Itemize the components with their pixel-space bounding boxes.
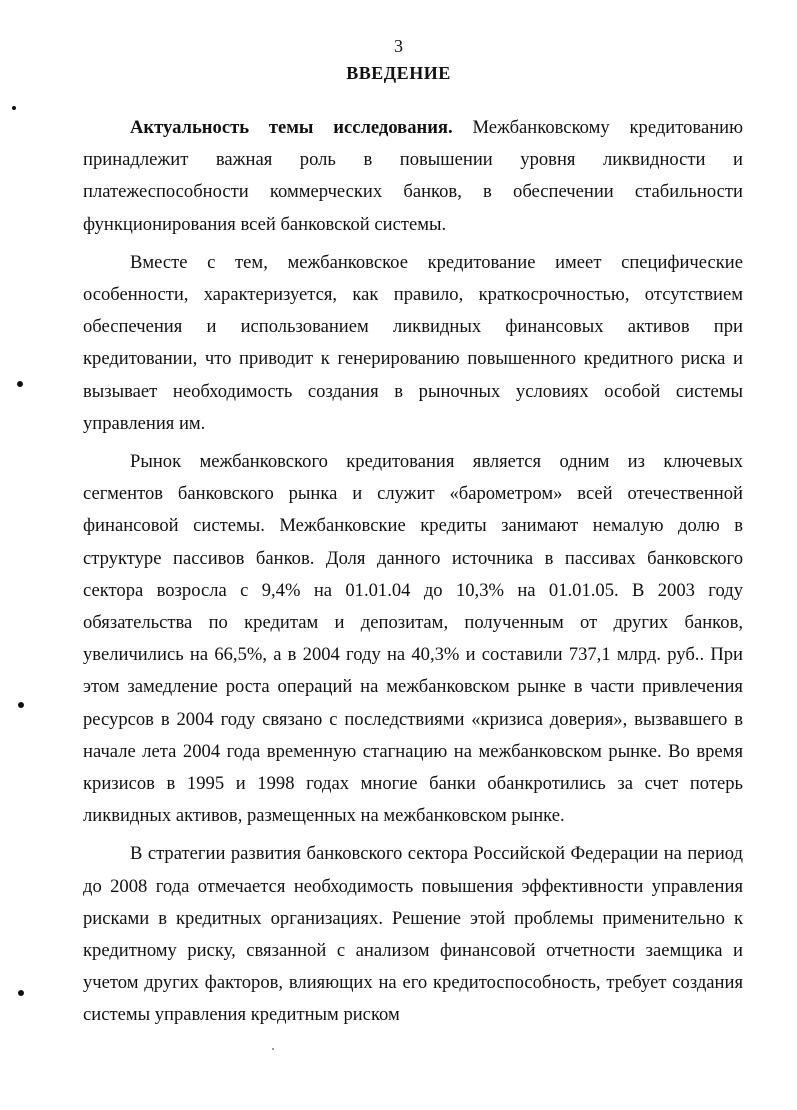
paragraph-lead-bold: Актуальность темы исследования. [130,117,453,138]
paragraph-relevance [83,112,743,241]
binder-hole-mark [18,990,24,996]
binder-hole-mark [18,702,24,708]
section-heading: ВВЕДЕНИЕ [346,63,451,83]
paragraph-strategy: В стратегии развития банковского сектора Российской Федерации на период до 2008 года отмечается необходимость повышения эффективности управления рисками в кредитных организациях. Решение этой проблемы применительно к кредитному риску, связанной с анализом финансовой отчетности заемщика и учетом других факторов, влияющих на его кредитоспособность, требует создания системы управления кредитным риском [83,843,743,1026]
binder-hole-mark [17,381,23,387]
scan-speck [272,1048,274,1050]
page-number: 3 [394,36,403,56]
paragraph-market: Рынок межбанковского кредитования является одним из ключевых сегментов банковского рынка и служит «барометром» всей отечественной финансовой системы. Межбанковские кредиты занимают немалую долю в структуре пассивов банков. Доля данного источника в пассивах банковского сектора возросла с 9,4% на 01.01.04 до 10,3% на 01.01.05. В 2003 году обязательства по кредитам и депозитам, полученным от других банков, увеличились на 66,5%, а в 2004 году на 40,3% и составили 737,1 млрд. руб.. При этом замедление роста операций на межбанковском рынке в части привлечения ресурсов в 2004 году связано с последствиями «кризиса доверия», вызвавшего в начале лета 2004 года временную стагнацию на межбанковском рынке. Во время кризисов в 1995 и 1998 годах многие банки обанкротились за счет потерь ликвидных активов, размещенных на межбанковском рынке. [83,451,743,827]
binder-hole-mark [12,106,16,110]
paragraph-specifics: Вместе с тем, межбанковское кредитование имеет специфические особенности, характеризуется, как правило, краткосрочностью, отсутствием обеспечения и использованием ликвидных финансовых активов при кредитовании, что приводит к генерированию повышенного кредитного риска и вызывает необходимость создания в рыночных условиях особой системы управления им. [83,251,743,434]
body-text [83,112,743,1032]
paragraph-text: Межбанковскому кредитованию принадлежит важная роль в повышении уровня ликвидности и платежеспособности коммерческих банков, в обеспечении стабильности функционирования всей банковской системы. [83,117,743,235]
